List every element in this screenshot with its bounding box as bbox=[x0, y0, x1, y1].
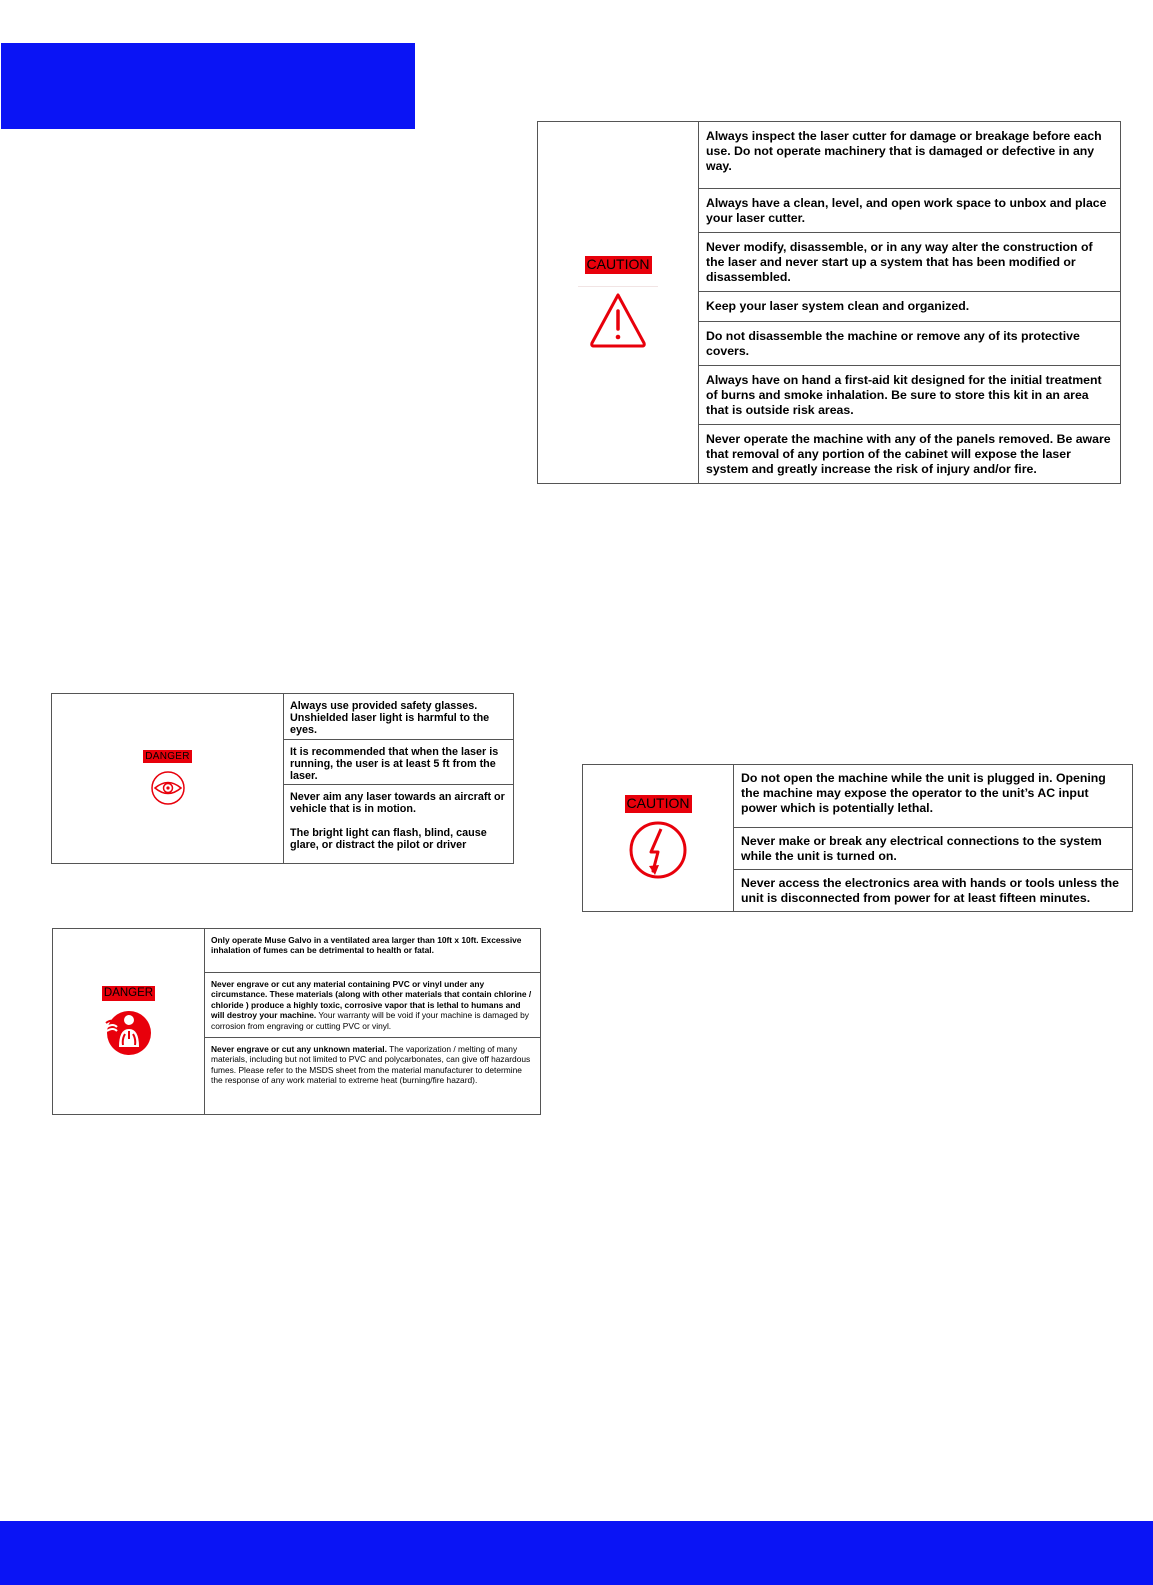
eye-icon bbox=[149, 769, 187, 807]
danger-item: Always use provided safety glasses. Unshielded laser light is harmful to the eyes. bbox=[284, 694, 513, 740]
caution-item: Do not disassemble the machine or remove any of its protective covers. bbox=[699, 322, 1120, 366]
caution-item: Never access the electronics area with hands or tools unless the unit is disconnected from power for at least fifteen minutes. bbox=[741, 876, 1119, 905]
caution-general-panel bbox=[537, 121, 1121, 484]
caution-electric-panel bbox=[582, 764, 1133, 912]
danger-fumes-panel bbox=[52, 928, 541, 1115]
caution-general-symbol-cell bbox=[538, 122, 699, 483]
divider bbox=[578, 286, 658, 287]
danger-eye-symbol-cell bbox=[52, 694, 284, 863]
caution-badge: CAUTION bbox=[626, 795, 690, 812]
caution-electric-symbol-cell bbox=[583, 765, 734, 911]
danger-item-group bbox=[284, 785, 513, 863]
danger-item-rest: Your warranty will be void if your machine is damaged by corrosion from engraving or cutting PVC or vinyl. bbox=[211, 1010, 529, 1031]
danger-badge: DANGER bbox=[145, 751, 190, 762]
caution-item: Never make or break any electrical connections to the system while the unit is turned on. bbox=[734, 828, 1132, 870]
danger-item-extra: The bright light can flash, blind, cause glare, or distract the pilot or driver bbox=[290, 827, 487, 851]
caution-item: Always inspect the laser cutter for damage or breakage before each use. Do not operate machinery that is damaged or defective in any way. bbox=[699, 122, 1120, 189]
caution-badge: CAUTION bbox=[586, 256, 650, 273]
lightning-bolt-icon bbox=[627, 819, 689, 881]
caution-item: Never modify, disassemble, or in any way alter the construction of the laser and never start up a system that has been modified or disassembled. bbox=[699, 233, 1120, 292]
danger-badge: DANGER bbox=[103, 987, 154, 1000]
caution-item: Always have a clean, level, and open work space to unbox and place your laser cutter. bbox=[699, 189, 1120, 233]
caution-item: Never operate the machine with any of the panels removed. Be aware that removal of any portion of the cabinet will expose the laser system and greatly increase the risk of injury and/or fire. bbox=[706, 432, 1111, 476]
caution-item: Do not open the machine while the unit is plugged in. Opening the machine may expose the operator to the unit’s AC input power which is potentially lethal. bbox=[734, 765, 1132, 828]
danger-item bbox=[205, 1038, 540, 1114]
danger-fumes-symbol-cell bbox=[53, 929, 205, 1114]
danger-eye-panel bbox=[51, 693, 514, 864]
respiratory-hazard-icon bbox=[105, 1007, 153, 1057]
danger-item: Never aim any laser towards an aircraft or vehicle that is in motion. bbox=[290, 791, 505, 815]
footer-bar bbox=[0, 1521, 1153, 1585]
danger-item: Only operate Muse Galvo in a ventilated area larger than 10ft x 10ft. Excessive inhalation of fumes can be detrimental to health or fatal. bbox=[205, 929, 540, 973]
header-bar bbox=[1, 43, 415, 129]
danger-item bbox=[205, 973, 540, 1038]
caution-item: Keep your laser system clean and organized. bbox=[699, 292, 1120, 322]
danger-item-bold: Never engrave or cut any material containing PVC or vinyl under any circumstance. These materials (along with other materials that contain chlorine / chloride ) produce a highly toxic, corrosive vapor that is lethal to humans and will destroy your machine. bbox=[211, 979, 532, 1021]
danger-item-bold: Never engrave or cut any unknown material. bbox=[211, 1044, 387, 1054]
danger-item: It is recommended that when the laser is running, the user is at least 5 ft from the laser. bbox=[284, 740, 513, 785]
caution-item: Always have on hand a first-aid kit designed for the initial treatment of burns and smoke inhalation. Be sure to store this kit in an area that is outside risk areas. bbox=[699, 366, 1120, 425]
danger-item-rest: The vaporization / melting of many materials, including but not limited to PVC and polycarbonates, can give off hazardous fumes. Please refer to the MSDS sheet from the material manufacturer to determine the response of any work material to extreme heat (burning/fire hazard). bbox=[211, 1044, 531, 1086]
warning-triangle-icon bbox=[588, 291, 648, 349]
